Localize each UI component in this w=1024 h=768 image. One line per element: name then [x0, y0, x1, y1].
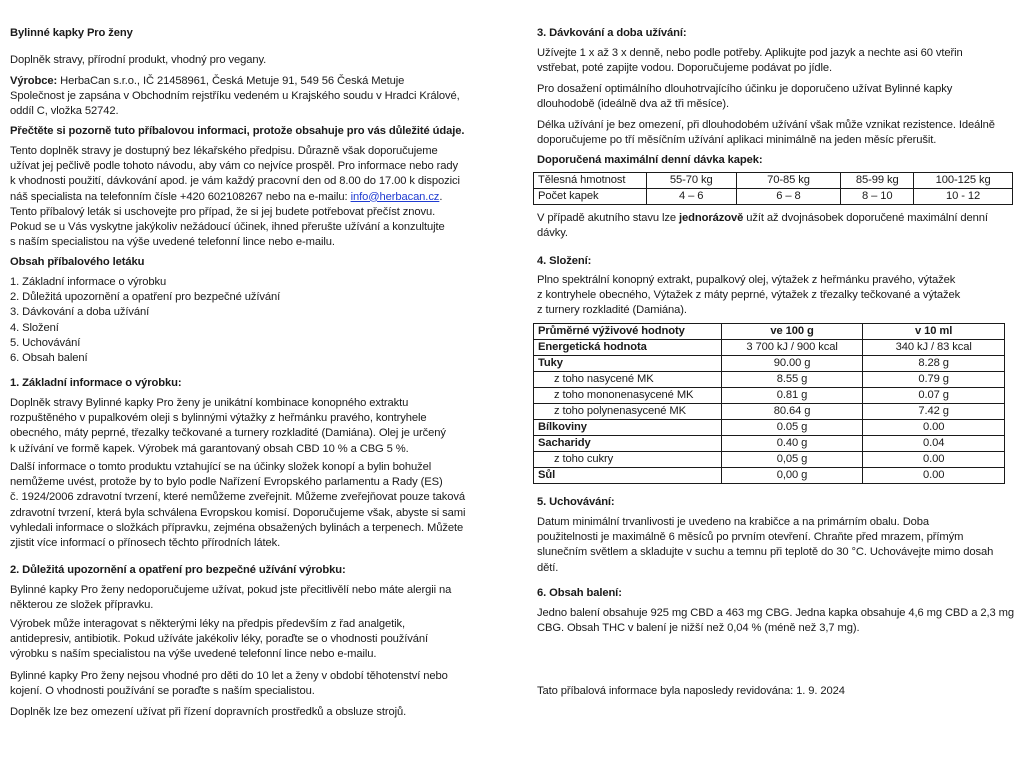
table-cell: 8.28 g [863, 356, 1005, 372]
toc-item: 1. Základní informace o výrobku [10, 276, 167, 288]
text-line: vstřebat, poté zapijte vodou. Doporučujeme podávat po jídle. [537, 62, 833, 75]
table-cell: 0,00 g [721, 468, 863, 484]
text-line: Výrobek může interagovat s některými léky na předpis především z řad analgetik, [10, 618, 406, 630]
producer-registry-2: oddíl C, vložka 52742. [10, 105, 119, 117]
table-cell: 55-70 kg [646, 173, 736, 189]
text-line: vyhledali informace o složkách přípravku, zejména obsažených bylinách a terpenech. Můžete [10, 521, 464, 534]
text-line: rozpuštěného v pupalkovém oleji s bylinnými výtažky z heřmánku pravého, kontryhele [10, 412, 427, 425]
text-line: některou ze složek přípravku. [10, 599, 154, 612]
table-cell: 10 - 12 [914, 189, 1013, 205]
table-cell: 6 – 8 [736, 189, 841, 205]
producer-label: Výrobce: [10, 75, 58, 87]
text-line: č. 1924/2006 zdravotní tvrzení, které nemůžeme zveřejnit. Můžeme zveřejňovat pouze taková [10, 491, 465, 504]
section-2-paragraph-4: Doplněk lze bez omezení užívat při řízení dopravních prostředků a obsluze strojů. [10, 706, 407, 718]
table-cell: Počet kapek [534, 189, 647, 205]
section-2-paragraph-1 [10, 583, 451, 613]
intro-text: Doplněk stravy, přírodní produkt, vhodný pro vegany. [10, 54, 267, 66]
table-row [534, 356, 1005, 372]
table-row [534, 468, 1005, 484]
text-line: obecného, máty peprné, třezalky tečkované a turnery rozkladité (Damiána). Olej je určený [10, 427, 446, 440]
text-line: dávky. [537, 227, 568, 240]
table-cell: 80.64 g [721, 404, 863, 420]
table-cell: 0.05 g [721, 420, 863, 436]
table-cell: 70-85 kg [736, 173, 841, 189]
table-cell: Tělesná hmotnost [534, 173, 647, 189]
revision-date-note: Tato příbalová informace byla naposledy revidována: 1. 9. 2024 [537, 685, 845, 697]
table-header-cell: ve 100 g [721, 324, 863, 340]
section-5-title: 5. Uchovávání: [537, 496, 615, 508]
table-header-cell: Průměrné výživové hodnoty [534, 324, 722, 340]
text-line: kojení. O vhodnosti používání se poraďte s naším specialistou. [10, 685, 315, 698]
text-line [10, 190, 460, 205]
table-row [534, 452, 1005, 468]
table-cell: 0.07 g [863, 388, 1005, 404]
text-line: Tento příbalový leták si uschovejte pro případ, že si jej budete potřebovat přečíst znovu. [10, 205, 436, 218]
section-4-title: 4. Složení: [537, 255, 592, 267]
toc-item: 3. Dávkování a doba užívání [10, 306, 150, 319]
toc-item: 5. Uchovávání [10, 336, 81, 349]
text-line: z turnery rozkladité (Damiána). [537, 304, 687, 317]
contact-text: náš specialista na telefonním čísle +420 602108267 nebo na e-mailu: [10, 190, 351, 203]
table-cell: 100-125 kg [914, 173, 1013, 189]
section-4-paragraph [537, 273, 960, 319]
read-carefully-warning: Přečtěte si pozorně tuto příbalovou informaci, protože obsahuje pro vás důležité údaje. [10, 125, 465, 137]
toc-item: 2. Důležitá upozornění a opatření pro bezpečné užívání [10, 291, 281, 304]
section-2-paragraph-3 [10, 669, 448, 699]
dose-table-title: Doporučená maximální denní dávka kapek: [537, 154, 763, 166]
table-cell: z toho polynenasycené MK [534, 404, 722, 420]
text-line: Plno spektrální konopný extrakt, pupalkový olej, výtažek z heřmánku pravého, výtažek [537, 274, 956, 286]
table-cell: 8.55 g [721, 372, 863, 388]
text-line: Datum minimální trvanlivosti je uvedeno na krabičce a na primárním obalu. Doba [537, 516, 930, 528]
table-cell: Sůl [534, 468, 722, 484]
text-line: Doplněk stravy Bylinné kapky Pro ženy je unikátní kombinace konopného extraktu [10, 397, 409, 409]
table-cell: Sacharidy [534, 436, 722, 452]
text-line: Bylinné kapky Pro ženy nedoporučujeme užívat, pokud jste přecitlivělí nebo máte alergii na [10, 584, 452, 596]
text-line: Další informace o tomto produktu vztahující se na účinky složek konopí a bylin bohužel [10, 461, 432, 473]
table-cell: 4 – 6 [646, 189, 736, 205]
table-row [534, 388, 1005, 404]
table-cell: z toho cukry [534, 452, 722, 468]
table-cell: 0.00 [863, 452, 1005, 468]
text-line: použitelnosti je maximálně 6 měsíců po prvním otevření. Chraňte před mrazem, přímým [537, 531, 964, 544]
table-header-cell: v 10 ml [863, 324, 1005, 340]
text-line: Užívejte 1 x až 3 x denně, nebo podle potřeby. Aplikujte pod jazyk a nechte asi 60 vteřin [537, 47, 963, 59]
email-link[interactable]: info@herbacan.cz [350, 190, 440, 203]
text-line: slunečním světlem a skladujte v suchu a temnu při teplotě do 30 °C. Uchovávejte mimo dosah [537, 546, 994, 559]
text-line: zjistit více informací o přínosech těchto přírodních látek. [10, 537, 281, 550]
text-line: doporučujeme po tří měsíčním užívání aplikaci minimálně na jeden měsíc přerušit. [537, 134, 937, 147]
table-header-row [534, 324, 1005, 340]
text-line: Pro dosažení optimálního dlouhotrvajícího účinku je doporučeno užívat Bylinné kapky [537, 83, 953, 95]
text-line: antidepresiv, antibiotik. Pokud užíváte jakékoliv léky, poraďte se o vhodnosti používání [10, 633, 429, 646]
section-1-title: 1. Základní informace o výrobku: [10, 377, 182, 389]
producer-info: HerbaCan s.r.o., IČ 21458961, Česká Metuje 91, 549 56 Česká Metuje [57, 75, 405, 87]
text-line: k vhodnosti použití, dávkování apod. je vám každý pracovní den od 8.00 do 17.00 k dispozici [10, 175, 460, 188]
contact-text-end: . [439, 190, 443, 203]
table-cell: Energetická hodnota [534, 340, 722, 356]
toc-item: 4. Složení [10, 321, 59, 334]
info-paragraph [10, 144, 460, 250]
text-line: Jedno balení obsahuje 925 mg CBD a 463 mg CBG. Jedna kapka obsahuje 4,6 mg CBD a 2,3 mg [537, 607, 1015, 619]
table-row [534, 404, 1005, 420]
producer-line [10, 74, 404, 89]
section-3-title: 3. Dávkování a doba užívání: [537, 27, 687, 39]
section-3-paragraph-1 [537, 46, 963, 76]
table-cell: Bílkoviny [534, 420, 722, 436]
text-line: s naším specialistou na výše uvedené telefonní lince nebo e-mailu. [10, 236, 335, 249]
table-cell: 0.40 g [721, 436, 863, 452]
toc-title: Obsah příbalového letáku [10, 256, 145, 268]
table-cell: 7.42 g [863, 404, 1005, 420]
table-cell: 0.04 [863, 436, 1005, 452]
section-5-paragraph [537, 515, 993, 576]
nutrition-table [533, 323, 1005, 484]
section-1-paragraph-1 [10, 396, 446, 457]
section-3-paragraph-2 [537, 82, 952, 112]
acute-emphasis: jednorázově [679, 212, 744, 224]
section-6-title: 6. Obsah balení: [537, 587, 622, 599]
text-line: zdravotní tvrzení, která byla schválena Evropskou komisí. Doporučujeme však, abyste si sami [10, 506, 466, 519]
table-cell: Tuky [534, 356, 722, 372]
table-cell: 340 kJ / 83 kcal [863, 340, 1005, 356]
table-cell: 85-99 kg [841, 173, 914, 189]
table-row [534, 372, 1005, 388]
document-title: Bylinné kapky Pro ženy [10, 27, 133, 39]
table-cell: 90.00 g [721, 356, 863, 372]
text-line: Bylinné kapky Pro ženy nejsou vhodné pro děti do 10 let a ženy v období těhotenství nebo [10, 670, 448, 682]
producer-registry: Společnost je zapsána v Obchodním rejstříku vedeném u Krajského soudu v Hradci Králové, [10, 90, 460, 102]
table-cell: 8 – 10 [841, 189, 914, 205]
table-row [534, 189, 1013, 205]
table-cell: 0.00 [863, 468, 1005, 484]
table-cell: z toho mononenasycené MK [534, 388, 722, 404]
text-line: výrobku s naším specialistou na výše uvedené telefonní lince nebo e-mailu. [10, 648, 377, 661]
table-row [534, 173, 1013, 189]
acute-text-end: užít až dvojnásobek doporučené maximální denní [743, 212, 988, 224]
text-line: Délka užívání je bez omezení, při dlouhodobém užívání však může vznikat rezistence. Ideálně [537, 119, 995, 131]
text-line: z kontryhele obecného, Výtažek z máty peprné, výtažek z třezalky tečkované a výtažek [537, 289, 961, 302]
text-line: dětí. [537, 561, 559, 574]
text-line: CBG. Obsah THC v balení je nižší než 0,04 % (méně než 3,7 mg). [537, 622, 860, 635]
table-cell: 0.00 [863, 420, 1005, 436]
acute-text: V případě akutního stavu lze [537, 212, 680, 224]
toc-item: 6. Obsah balení [10, 352, 88, 365]
dose-table [533, 172, 1013, 205]
text-line [537, 211, 988, 226]
table-cell: 3 700 kJ / 900 kcal [721, 340, 863, 356]
section-6-paragraph [537, 606, 1014, 636]
table-row [534, 436, 1005, 452]
section-3-paragraph-3 [537, 118, 995, 148]
text-line: k užívání ve formě kapek. Výrobek má garantovaný obsah CBD 10 % a CBG 5 %. [10, 442, 409, 455]
table-row [534, 340, 1005, 356]
table-cell: 0.81 g [721, 388, 863, 404]
text-line: Tento doplněk stravy je dostupný bez lékařského předpisu. Důrazně však doporučujeme [10, 145, 438, 157]
text-line: Pokud se u Vás vyskytne jakýkoliv nežádoucí účinek, ihned přerušte užívání a konzultujte [10, 221, 445, 234]
text-line: užívat jej pečlivě podle tohoto návodu, aby vám co nejvíce prospěl. Pro informace nebo rady [10, 160, 458, 173]
section-2-paragraph-2 [10, 617, 428, 663]
table-row [534, 420, 1005, 436]
section-2-title: 2. Důležitá upozornění a opatření pro bezpečné užívání výrobku: [10, 564, 346, 576]
toc-list [10, 275, 280, 366]
text-line: dlouhodobě (ideálně dva až tři měsíce). [537, 98, 729, 111]
table-cell: 0,05 g [721, 452, 863, 468]
table-cell: 0.79 g [863, 372, 1005, 388]
text-line: nemůžeme uvést, protože by to bylo podle Nařízení Evropského parlamentu a Rady (ES) [10, 476, 443, 489]
table-cell: z toho nasycené MK [534, 372, 722, 388]
section-1-paragraph-2 [10, 460, 465, 551]
acute-dose-note [537, 211, 988, 241]
